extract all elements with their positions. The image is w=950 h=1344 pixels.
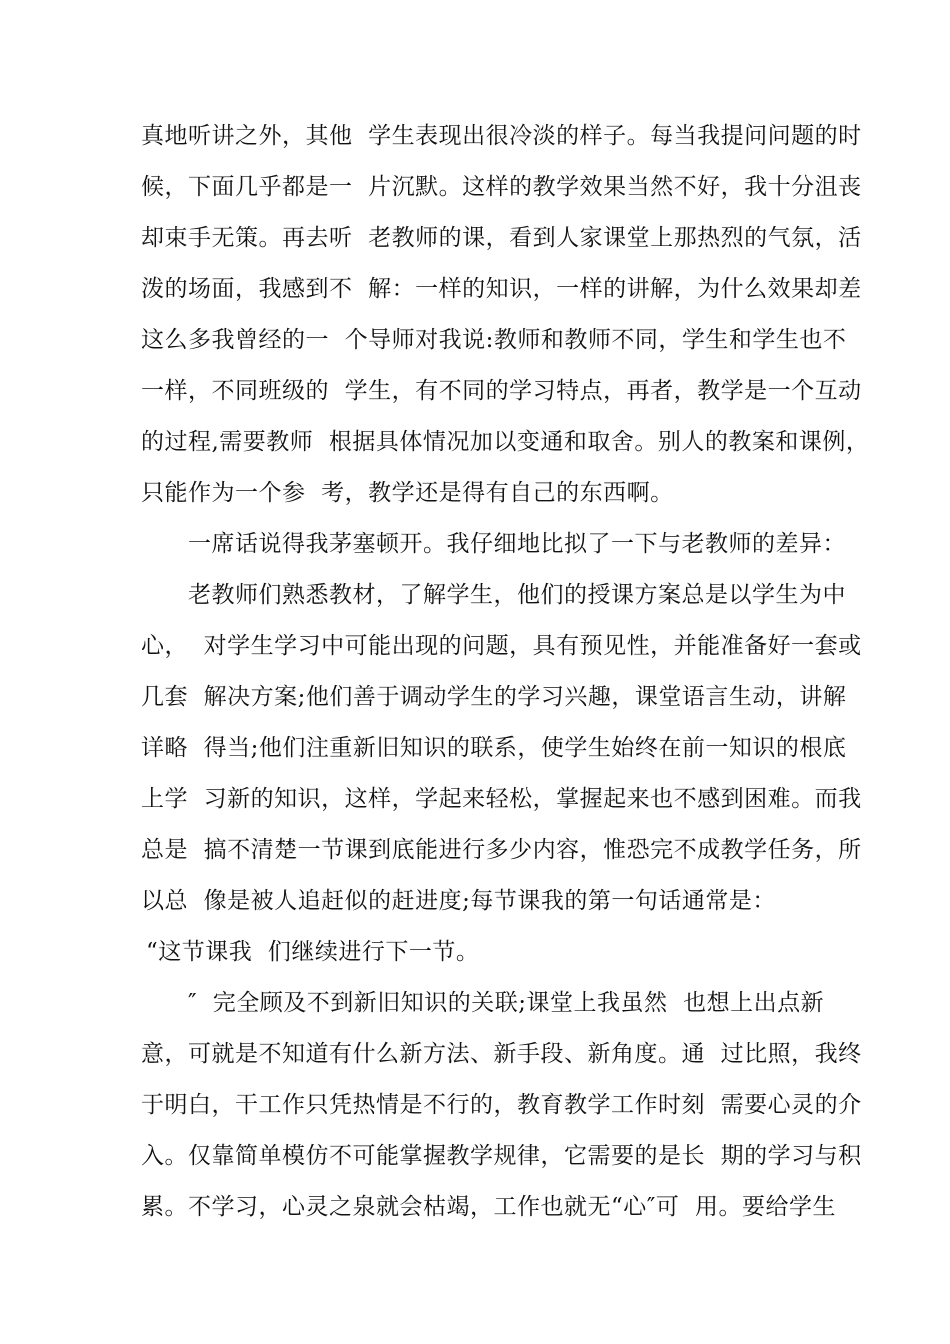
text-line-7: 的过程,需要教师 根据具体情况加以变通和取舍。别人的教案和课例， [141, 429, 870, 455]
text-line-2: 候，下面几乎都是一 片沉默。这样的教学效果当然不好，我十分沮丧 [141, 174, 862, 200]
text-line-6: 一样，不同班级的 学生，有不同的学习特点，再者，教学是一个互动 [141, 378, 862, 404]
text-line-3: 却束手无策。再去听 老教师的课，看到人家课堂上那热烈的气氛，活 [141, 225, 862, 251]
text-line-8: 只能作为一个参 考，教学还是得有自己的东西啊。 [141, 480, 674, 506]
text-line-1: 真地听讲之外，其他 学生表现出很冷淡的样子。每当我提问问题的时 [141, 123, 862, 149]
text-line-22: 累。不学习，心灵之泉就会枯竭，工作也就无“心″可 用。要给学生 [141, 1194, 836, 1220]
text-line-14: 上学 习新的知识，这样，学起来轻松，掌握起来也不感到困难。而我 [141, 786, 862, 812]
paragraph-line-9: 一席话说得我茅塞顿开。我仔细地比拟了一下与老教师的差异： [188, 531, 846, 557]
paragraph-line-10: 老教师们熟悉教材，了解学生，他们的授课方案总是以学生为中 [188, 582, 846, 608]
quote-line-17: “这节课我 们继续进行下一节。 [146, 939, 480, 965]
text-line-20: 于明白，干工作只凭热情是不行的，教育教学工作时刻 需要心灵的介 [141, 1092, 862, 1118]
text-line-11: 心， 对学生学习中可能出现的问题，具有预见性，并能准备好一套或 [141, 633, 862, 659]
text-line-15: 总是 搞不清楚一节课到底能进行多少内容，惟恐完不成教学任务，所 [141, 837, 862, 863]
text-line-5: 这么多我曾经的一 个导师对我说:教师和教师不同，学生和学生也不 [141, 327, 847, 353]
paragraph-line-18: ″ 完全顾及不到新旧知识的关联;课堂上我虽然 也想上出点新 [188, 990, 825, 1016]
text-line-16: 以总 像是被人追赶似的赶进度;每节课我的第一句话通常是： [141, 888, 776, 914]
text-line-19: 意，可就是不知道有什么新方法、新手段、新角度。通 过比照，我终 [141, 1041, 862, 1067]
text-line-12: 几套 解决方案;他们善于调动学生的学习兴趣，课堂语言生动，讲解 [141, 684, 847, 710]
text-line-13: 详略 得当;他们注重新旧知识的联系，使学生始终在前一知识的根底 [141, 735, 847, 761]
text-line-4: 泼的场面，我感到不 解：一样的知识，一样的讲解，为什么效果却差 [141, 276, 862, 302]
text-line-21: 入。仅靠简单模仿不可能掌握教学规律，它需要的是长 期的学习与积 [141, 1143, 862, 1169]
